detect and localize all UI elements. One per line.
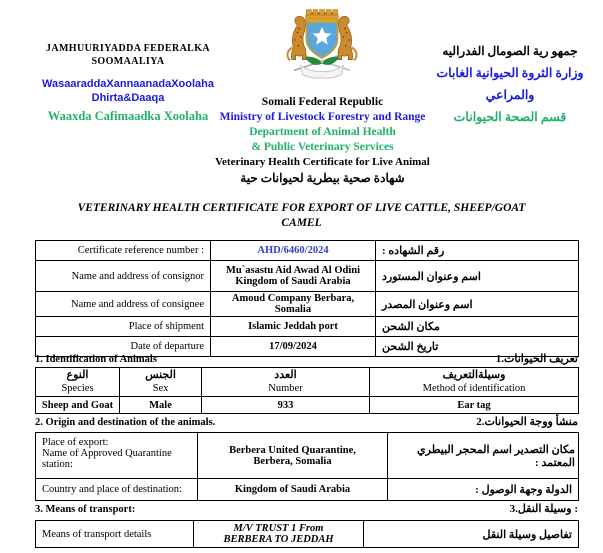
identification-header-row	[36, 368, 579, 397]
certificate-name-ar: شهادة صحية بيطرية لحيوانات حية	[240, 171, 405, 185]
header-english-block	[200, 95, 445, 187]
section-1-title-ar: 1.تعريف الحيوانات	[495, 353, 578, 365]
number-header-en: Number	[268, 383, 303, 394]
table-row-place-of-export	[36, 433, 579, 479]
ministry-name-en: Ministry of Livestock Forestry and Range	[219, 111, 426, 123]
somali-republic-title	[28, 42, 228, 68]
reference-label-ar: رقم الشهاده :	[376, 241, 579, 261]
consignor-value-line2: Kingdom of Saudi Arabia	[235, 276, 351, 287]
ministry-name-ar-line1: وزارة الثروة الحيوانية الغابات	[436, 66, 584, 80]
departure-label-en: Date of departure	[36, 337, 211, 357]
department-name-en: Department of Animal Health	[249, 126, 396, 138]
somali-coat-of-arms	[281, 5, 363, 93]
consignor-value	[211, 261, 376, 292]
document-title-line1: VETERINARY HEALTH CERTIFICATE FOR EXPORT OF LIVE CATTLE, SHEEP/GOAT	[77, 202, 526, 214]
reference-label-en: Certificate reference number :	[36, 241, 211, 261]
country-name-ar: جمهو رية الصومال الفدراليه	[442, 44, 578, 58]
shipment-label-ar: مكان الشحن	[376, 317, 579, 337]
method-header-ar: وسيلةالتعريف	[442, 369, 506, 381]
consignee-label-ar: اسم وعنوان المصدر	[376, 292, 579, 317]
document-title	[0, 201, 603, 230]
number-value: 933	[202, 397, 370, 414]
export-value-line2: Berbera, Somalia	[253, 455, 332, 467]
header-arabic-block	[420, 40, 600, 128]
transport-label-en: Means of transport details	[36, 521, 194, 548]
method-value: Ear tag	[370, 397, 579, 414]
shipment-label-en: Place of shipment	[36, 317, 211, 337]
sex-value: Male	[120, 397, 202, 414]
species-value: Sheep and Goat	[36, 397, 120, 414]
destination-label-ar: الدولة وجهة الوصول :	[388, 479, 579, 501]
consignee-label-en: Name and address of consignee	[36, 292, 211, 317]
section-3-header	[35, 502, 578, 515]
export-label-en	[36, 433, 198, 479]
somali-ministry-line2: Dhirta&Daaqa	[91, 92, 165, 104]
species-header-ar: النوع	[66, 369, 89, 381]
services-name-en: & Public Veterinary Services	[251, 141, 394, 153]
certificate-details-table	[35, 240, 579, 357]
somali-ministry-line1: WasaaraddaXannaanadaXoolaha	[42, 78, 214, 90]
identification-data-row	[36, 397, 579, 414]
consignor-label-en: Name and address of consignor	[36, 261, 211, 292]
section-3-title-en: 3. Means of transport:	[35, 504, 136, 515]
export-label-line2: Name of Approved Quarantine station:	[42, 448, 172, 470]
header-somali-block	[28, 42, 228, 124]
certificate-name-en: Veterinary Health Certificate for Live Animal	[215, 156, 430, 168]
country-name-en: Somali Federal Republic	[261, 96, 384, 108]
table-row-shipment	[36, 317, 579, 337]
sex-header	[120, 368, 202, 397]
ministry-name-ar-line2: والمراعي	[485, 88, 535, 102]
section-2-header	[35, 415, 578, 428]
reference-value: AHD/6460/2024	[211, 241, 376, 261]
transport-table	[35, 520, 579, 548]
number-header	[202, 368, 370, 397]
export-value-line1: Berbera United Quarantine,	[229, 444, 356, 456]
destination-label-en: Country and place of destination:	[36, 479, 198, 501]
transport-value-line1: M/V TRUST 1 From	[233, 523, 324, 534]
transport-value	[194, 521, 364, 548]
shield-icon	[306, 19, 337, 58]
departure-value: 17/09/2024	[211, 337, 376, 357]
identification-table	[35, 367, 579, 414]
document-title-line2: CAMEL	[281, 216, 322, 229]
department-name-ar: قسم الصحة الحيوانات	[453, 110, 567, 124]
transport-label-ar: تفاصيل وسيلة النقل	[364, 521, 579, 548]
consignee-value: Amoud Company Berbara, Somalia	[211, 292, 376, 317]
method-header	[370, 368, 579, 397]
table-row-consignee	[36, 292, 579, 317]
somali-republic-line2: SOOMAALIYA	[91, 56, 165, 67]
sex-header-en: Sex	[152, 383, 169, 394]
section-3-title-ar: 3.وسيلة النقل :	[509, 503, 578, 515]
table-row-destination	[36, 479, 579, 501]
number-header-ar: العدد	[274, 369, 297, 381]
consignor-value-line1: Mu`asastu Aid Awad Al Odini	[225, 265, 360, 276]
export-label-line1: Place of export:	[42, 437, 109, 448]
table-row-transport-details	[36, 521, 579, 548]
table-row-reference	[36, 241, 579, 261]
leopard-right-icon	[338, 16, 357, 60]
departure-label-ar: تاريخ الشحن	[376, 337, 579, 357]
somali-ministry-name	[28, 77, 228, 105]
ribbon-icon	[301, 65, 344, 78]
species-header	[36, 368, 120, 397]
transport-value-line2: BERBERA TO JEDDAH	[223, 534, 334, 545]
table-row-consignor	[36, 261, 579, 292]
origin-destination-table	[35, 432, 579, 501]
somali-department-name: Waaxda Cafimaadka Xoolaha	[47, 109, 209, 123]
crown-icon	[306, 10, 339, 19]
species-header-en: Species	[61, 383, 94, 394]
section-2-title-en: 2. Origin and destination of the animals.	[35, 417, 216, 428]
shipment-value: Islamic Jeddah port	[211, 317, 376, 337]
export-label-ar: مكان التصدير اسم المحجر البيطري المعتمد :	[388, 433, 579, 479]
somali-republic-line1: JAMHUURIYADDA FEDERALKA	[45, 43, 211, 54]
export-value	[198, 433, 388, 479]
consignor-label-ar: اسم وعنوان المستورد	[376, 261, 579, 292]
destination-value: Kingdom of Saudi Arabia	[198, 479, 388, 501]
section-1-header	[35, 352, 578, 365]
leopard-left-icon	[287, 16, 306, 60]
section-1-title-en: 1. Identification of Animals	[35, 354, 157, 365]
sex-header-ar: الجنس	[145, 369, 176, 381]
method-header-en: Method of identification	[422, 383, 526, 394]
section-2-title-ar: 2.منشأ ووجة الحيوانات	[476, 416, 578, 428]
